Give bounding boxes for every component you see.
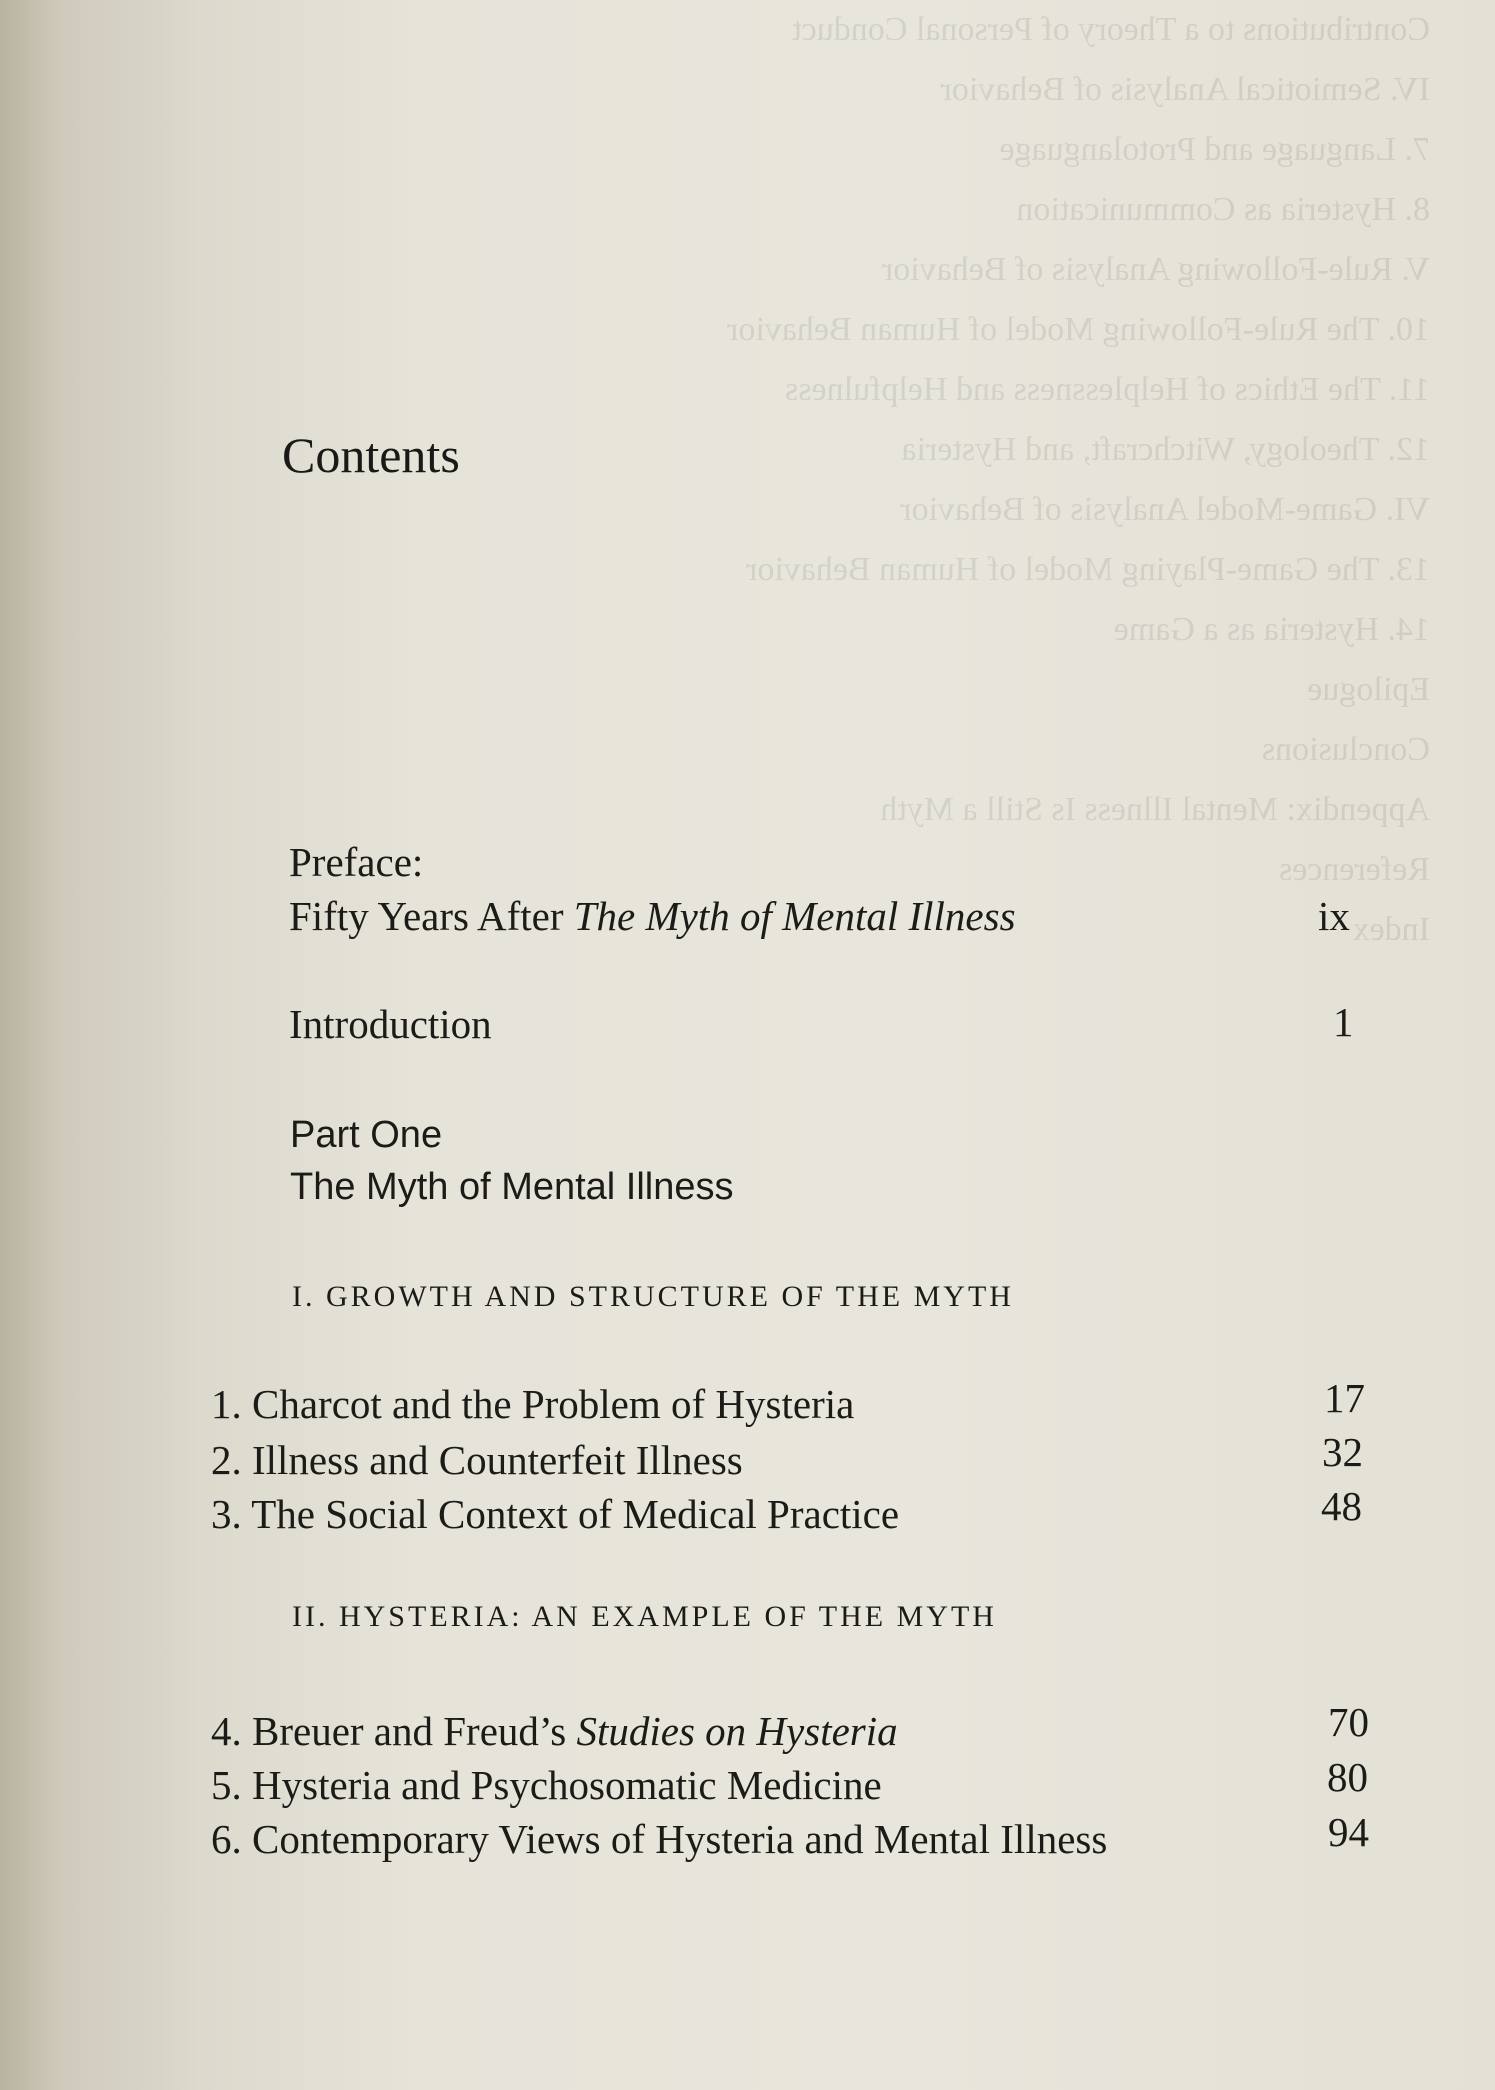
introduction-label: Introduction [289, 1001, 492, 1047]
preface-subtitle-text: Fifty Years After [289, 893, 574, 939]
chapter-2-label: 2. Illness and Counterfeit Illness [211, 1437, 743, 1483]
chapter-4-label-text: 4. Breuer and Freud’s [211, 1708, 577, 1754]
page-title: Contents [282, 427, 460, 483]
introduction-page-number: 1 [1333, 999, 1354, 1045]
chapter-4-page-number: 70 [1328, 1699, 1369, 1745]
chapter-3-page-number: 48 [1321, 1483, 1362, 1529]
section-two-heading: II. HYSTERIA: AN EXAMPLE OF THE MYTH [292, 1600, 997, 1633]
chapter-4-label [211, 1707, 898, 1755]
section-one-heading: I. GROWTH AND STRUCTURE OF THE MYTH [292, 1280, 1014, 1313]
preface-subtitle [289, 892, 1016, 940]
preface-label: Preface: [289, 839, 424, 885]
chapter-6-label: 6. Contemporary Views of Hysteria and Mental Illness [211, 1816, 1108, 1862]
part-one-title: The Myth of Mental Illness [290, 1166, 734, 1208]
chapter-1-page-number: 17 [1324, 1375, 1365, 1421]
chapter-5-label: 5. Hysteria and Psychosomatic Medicine [211, 1762, 882, 1808]
part-one-label: Part One [290, 1114, 443, 1156]
chapter-2-page-number: 32 [1322, 1429, 1363, 1475]
preface-page-number: ix [1318, 893, 1350, 939]
preface-subtitle-italic: The Myth of Mental Illness [573, 893, 1016, 939]
chapter-1-label: 1. Charcot and the Problem of Hysteria [211, 1381, 855, 1427]
chapter-6-page-number: 94 [1328, 1809, 1369, 1855]
chapter-4-label-italic: Studies on Hysteria [576, 1708, 898, 1754]
show-through-text: Contributions to a Theory of Personal Conduct IV. Semiotical Analysis of Behavior 7. Language and Protolanguage 8. Hysteria as Communication V. Rule-Following Analysis of Behavior 10. The Rule-Following Model of Human Behavior 11. The Ethics of Helplessness and Helpfulness 12. Theology, Witchcraft, and Hysteria VI. Game-Model Analysis of Behavior 13. The Game-Playing Model of Human Behavior 14. Hysteria as a Game Epilogue Conclusions Appendix: Mental Illness Is Still a Myth References Index [727, 11, 1430, 948]
chapter-3-label: 3. The Social Context of Medical Practice [211, 1491, 900, 1537]
chapter-5-page-number: 80 [1327, 1754, 1368, 1800]
